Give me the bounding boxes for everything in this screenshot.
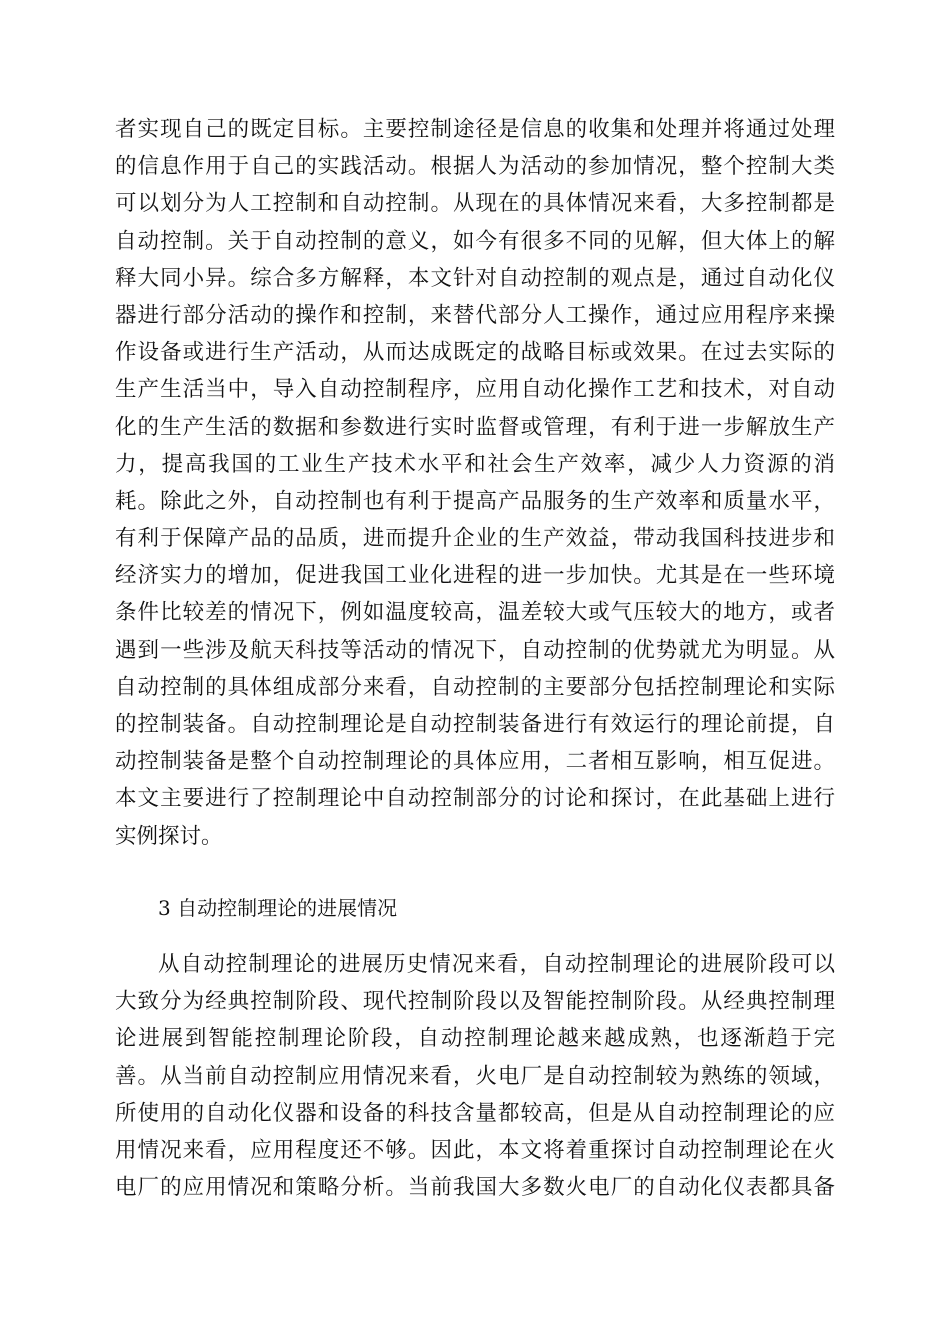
- paragraph-line: 的信息作用于自己的实践活动。根据人为活动的参加情况，整个控制大类: [115, 154, 835, 180]
- paragraph-line: 释大同小异。综合多方解释，本文针对自动控制的观点是，通过自动化仪: [115, 265, 835, 291]
- paragraph-line: 条件比较差的情况下，例如温度较高，温差较大或气压较大的地方，或者: [115, 600, 835, 626]
- section-heading-block: [115, 890, 835, 927]
- paragraph-line: 实例探讨。: [115, 823, 223, 849]
- paragraph-line: 生产生活当中，导入自动控制程序，应用自动化操作工艺和技术，对自动: [115, 377, 835, 403]
- section-heading: 3 自动控制理论的进展情况: [158, 896, 398, 920]
- paragraph-line: 自动控制。关于自动控制的意义，如今有很多不同的见解，但大体上的解: [115, 228, 835, 254]
- paragraph-line: 的控制装备。自动控制理论是自动控制装备进行有效运行的理论前提，自: [115, 712, 835, 737]
- paragraph-line: 耗。除此之外，自动控制也有利于提高产品服务的生产效率和质量水平，: [115, 488, 835, 514]
- paragraph-line: 所使用的自动化仪器和设备的科技含量都较高，但是从自动控制理论的应: [115, 1100, 835, 1126]
- paragraph-line: 自动控制的具体组成部分来看，自动控制的主要部分包括控制理论和实际: [115, 674, 835, 700]
- paragraph-line: 作设备或进行生产活动，从而达成既定的战略目标或效果。在过去实际的: [115, 340, 835, 366]
- paragraph-line: 有利于保障产品的品质，进而提升企业的生产效益，带动我国科技进步和: [115, 526, 835, 552]
- paragraph-line: 遇到一些涉及航天科技等活动的情况下，自动控制的优势就尤为明显。从: [115, 637, 835, 663]
- paragraph-line: 论进展到智能控制理论阶段，自动控制理论越来越成熟，也逐渐趋于完: [115, 1026, 835, 1052]
- paragraph-line: 动控制装备是整个自动控制理论的具体应用，二者相互影响，相互促进。: [115, 749, 835, 775]
- paragraph-line: 电厂的应用情况和策略分析。当前我国大多数火电厂的自动化仪表都具备: [115, 1175, 835, 1201]
- paragraph-line: 可以划分为人工控制和自动控制。从现在的具体情况来看，大多控制都是: [115, 191, 835, 217]
- paragraph-line: 善。从当前自动控制应用情况来看，火电厂是自动控制较为熟练的领域，: [115, 1063, 835, 1089]
- paragraph-line: 力，提高我国的工业生产技术水平和社会生产效率，减少人力资源的消: [115, 451, 835, 477]
- paragraph-line: 用情况来看，应用程度还不够。因此，本文将着重探讨自动控制理论在火: [115, 1137, 835, 1163]
- paragraph-line: 者实现自己的既定目标。主要控制途径是信息的收集和处理并将通过处理: [115, 117, 835, 142]
- body-paragraph-2: [115, 946, 835, 1206]
- paragraph-line: 大致分为经典控制阶段、现代控制阶段以及智能控制阶段。从经典控制理: [115, 989, 835, 1015]
- paragraph-line: 从自动控制理论的进展历史情况来看，自动控制理论的进展阶段可以: [158, 952, 835, 977]
- paragraph-line: 化的生产生活的数据和参数进行实时监督或管理，有利于进一步解放生产: [115, 414, 835, 440]
- paragraph-line: 经济实力的增加，促进我国工业化进程的进一步加快。尤其是在一些环境: [115, 563, 835, 589]
- paragraph-line: 本文主要进行了控制理论中自动控制部分的讨论和探讨，在此基础上进行: [115, 786, 835, 812]
- paragraph-line: 器进行部分活动的操作和控制，来替代部分人工操作，通过应用程序来操: [115, 302, 835, 328]
- body-paragraph-1: [115, 111, 835, 855]
